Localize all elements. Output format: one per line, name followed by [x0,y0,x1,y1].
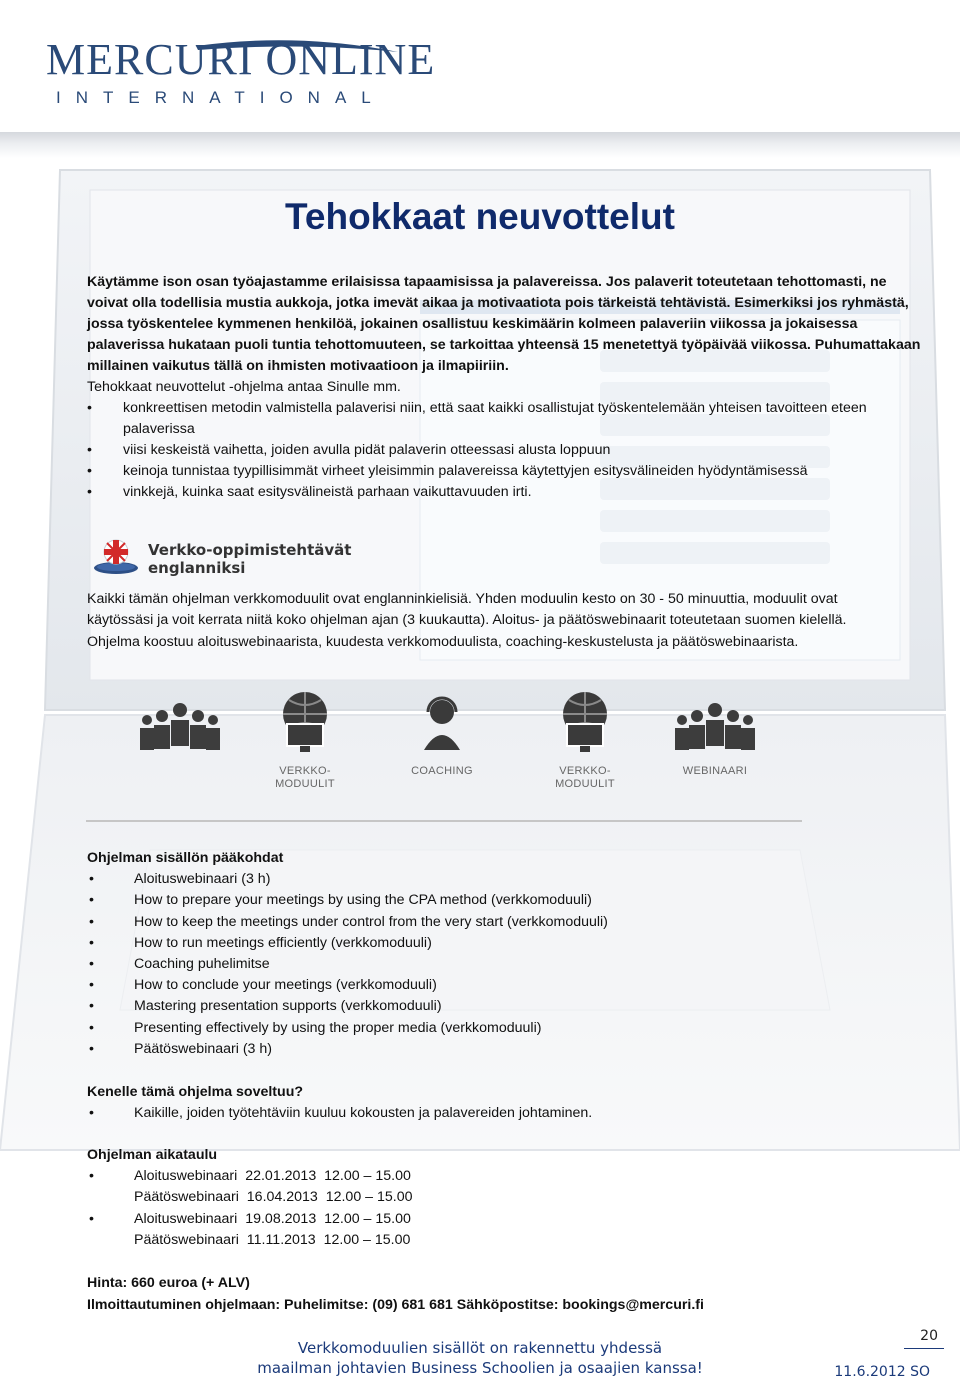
page-footer [0,1318,960,1389]
elearning-badge [92,536,412,582]
logo-main-text: MERCURI ONLINE [46,35,436,84]
page-header [0,0,960,138]
list-item: • Mastering presentation supports (verkkomoduuli) [87,996,608,1017]
program-description: Kaikki tämän ohjelman verkkomoduulit ovat englanninkielisiä. Yhden moduulin kesto on 30 - 50 minuuttia, moduulit ovat käytössäsi ja voit kerrata niitä koko ohjelman ajan (3 kuukautta). Aloitus- ja päätöswebinaarit toteutetaan suomen kielellä. Ohjelma koostuu aloituswebinaarista, kuudesta verkkomoduulista, coaching-keskustelusta ja päätöswebinaarista. [87,591,847,650]
flow-label: COACHING [411,765,473,777]
schedule-section [87,1145,412,1251]
flow-label [235,765,375,791]
list-item: • Päätöswebinaari (3 h) [87,1039,608,1060]
flow-label: WEBINAARI [682,765,748,777]
flow-label [515,765,655,791]
benefits-list [87,398,927,503]
flow-step-webinar-end [645,690,785,778]
elearning-line2: englanniksi [148,559,246,577]
list-item: • Coaching puhelimitse [87,954,608,975]
intro-section [87,272,927,503]
flow-step-modules-1 [235,690,375,791]
audience-list [87,1103,592,1124]
schedule-date: 22.01.2013 [245,1168,317,1185]
logo-sub-text: INTERNATIONAL [56,88,386,107]
intro-lead: Tehokkaat neuvottelut -ohjelma antaa Sinulle mm. [87,379,401,395]
list-item: • How to run meetings efficiently (verkkomoduuli) [87,933,608,954]
contents-section [87,848,608,1060]
schedule-time: 12.00 – 15.00 [325,1189,413,1206]
schedule-date: 16.04.2013 [246,1189,318,1206]
uk-flag-icon [92,536,140,576]
schedule-row [87,1209,412,1230]
footer-tagline [0,1338,960,1378]
schedule-date: 11.11.2013 [246,1231,316,1248]
flow-divider [86,820,802,822]
list-item: • How to keep the meetings under control from the very start (verkkomoduuli) [87,912,608,933]
group-icon [670,690,760,756]
schedule-heading: Ohjelman aikataulu [87,1147,218,1163]
list-item: • Aloituswebinaari (3 h) [87,869,608,890]
contents-heading: Ohjelman sisällön pääkohdat [87,850,284,866]
list-item: • How to conclude your meetings (verkkomoduuli) [87,975,608,996]
footer-date: 11.6.2012 SO [834,1364,930,1380]
list-item: • Presenting effectively by using the proper media (verkkomoduuli) [87,1018,608,1039]
program-flow [0,690,960,830]
intro-paragraph: Käytämme ison osan työajastamme erilaisissa tapaamisissa ja palavereissa. Jos palaverit toteutetaan tehottomasti, ne voivat olla todellisia mustia aukkoja, jotka imevät aikaa ja motivaatiota pois tärkeistä tehtävistä. Esimerkiksi jos ryhmästä, jossa työskentelee kymmenen henkilöä, jokainen osallistuu keskimäärin kolmeen palaveriin viikossa ja jokaisessa palaverissa hukataan puoli tuntia tehottomuuteen, se tarkoittaa yhteensä 15 menetettyä työpäivää viikossa. Puhumattakaan millainen vaikutus tällä on ihmisten motivaatioon ja ilmapiiriin. [87,274,921,374]
registration-text: Ilmoittautuminen ohjelmaan: Puhelimitse: (09) 681 681 Sähköpostitse: bookings@mercuri.fi [87,1296,704,1313]
schedule-list [87,1166,412,1251]
flow-label-text: VERKKO- MODUULIT [555,765,615,790]
list-item: • keinoja tunnistaa tyypillisimmät virheet yleisimmin palavereissa käytettyjen esitysvälineiden hyödyntämisessä [87,461,927,482]
flow-step-coaching [372,690,512,778]
flow-label-text: VERKKO- MODUULIT [275,765,335,790]
schedule-name: Päätöswebinaari [134,1231,239,1248]
price-text: Hinta: 660 euroa (+ ALV) [87,1275,250,1291]
schedule-name: Aloituswebinaari [134,1168,238,1185]
schedule-name: Päätöswebinaari [134,1189,239,1206]
footer-line2: maailman johtavien Business Schoolien ja osaajien kanssa! [257,1359,703,1377]
audience-section [87,1082,592,1124]
flow-step-webinar-start [110,690,250,765]
list-item: • konkreettisen metodin valmistella palaverisi niin, että saat kaikki osallistujat työskentelemään yhteisen tavoitteen eteen palaverissa [87,398,927,440]
elearning-line1: Verkko-oppimistehtävät [148,541,352,559]
headset-person-icon [402,690,482,756]
schedule-time: 12.00 – 15.00 [324,1168,411,1185]
schedule-time: 12.00 – 15.00 [324,1210,411,1227]
list-item: • Kaikille, joiden työtehtäviin kuuluu kokousten ja palavereiden johtaminen. [87,1103,592,1124]
page-title: Tehokkaat neuvottelut [285,196,675,237]
contents-list [87,869,608,1060]
globe-computer-icon [545,690,625,756]
flow-step-modules-2 [515,690,655,791]
globe-computer-icon [265,690,345,756]
price-section [87,1273,704,1316]
group-icon [135,690,225,756]
list-item: • viisi keskeistä vaihetta, joiden avulla pidät palaverin otteessasi alusta loppuun [87,440,927,461]
schedule-row [87,1166,412,1187]
mercuri-logo [46,35,436,108]
schedule-row [87,1187,412,1208]
schedule-name: Aloituswebinaari [134,1210,238,1227]
page-number: 20 [920,1328,938,1344]
audience-heading: Kenelle tämä ohjelma soveltuu? [87,1084,304,1100]
list-item: • How to prepare your meetings by using the CPA method (verkkomoduuli) [87,890,608,911]
footer-line1: Verkkomoduulien sisällöt on rakennettu yhdessä [297,1339,663,1357]
schedule-date: 19.08.2013 [245,1210,317,1227]
schedule-row [87,1230,412,1251]
schedule-time: 12.00 – 15.00 [323,1231,411,1248]
elearning-label [148,541,351,577]
list-item: • vinkkejä, kuinka saat esitysvälineistä parhaan vaikuttavuuden irti. [87,482,927,503]
